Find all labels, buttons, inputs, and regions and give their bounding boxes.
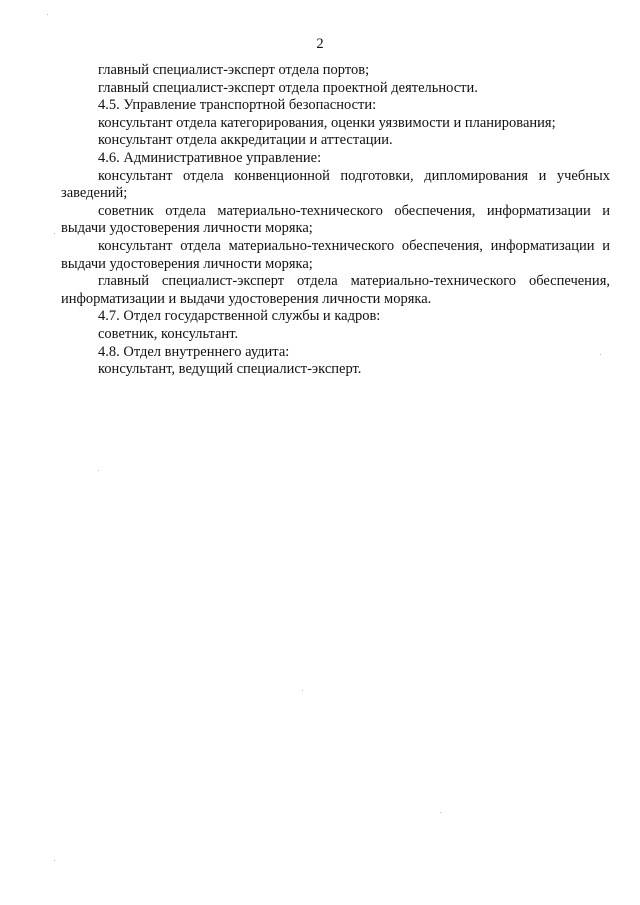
document-body bbox=[61, 62, 610, 379]
paragraph: советник отдела материально-технического обеспечения, информатизации и выдачи удостоверения личности моряка; bbox=[61, 202, 610, 237]
paragraph: консультант отдела категорирования, оценки уязвимости и планирования; bbox=[98, 114, 556, 131]
scan-speck bbox=[440, 812, 441, 813]
scan-speck bbox=[98, 470, 99, 471]
page-number: 2 bbox=[316, 36, 324, 52]
scan-speck bbox=[54, 860, 55, 861]
section-heading: 4.6. Административное управление: bbox=[98, 149, 322, 166]
section-heading: 4.8. Отдел внутреннего аудита: bbox=[98, 343, 290, 360]
paragraph: консультант отдела аккредитации и аттестации. bbox=[98, 132, 393, 149]
section-heading: 4.7. Отдел государственной службы и кадров: bbox=[98, 308, 381, 325]
scan-speck bbox=[54, 233, 55, 234]
scan-speck bbox=[47, 14, 48, 15]
section-heading: 4.5. Управление транспортной безопасности: bbox=[98, 97, 377, 114]
paragraph: советник, консультант. bbox=[98, 325, 239, 342]
paragraph: главный специалист-эксперт отдела проектной деятельности. bbox=[98, 79, 478, 96]
paragraph: консультант отдела материально-технического обеспечения, информатизации и выдачи удостоверения личности моряка; bbox=[61, 237, 610, 272]
paragraph: главный специалист-эксперт отдела портов; bbox=[98, 62, 370, 78]
paragraph: главный специалист-эксперт отдела материально-технического обеспечения, информатизации и выдачи удостоверения личности моряка. bbox=[61, 273, 610, 307]
paragraph: консультант, ведущий специалист-эксперт. bbox=[98, 361, 362, 378]
scan-speck bbox=[600, 354, 601, 355]
scan-speck bbox=[302, 690, 303, 691]
paragraph: консультант отдела конвенционной подготовки, дипломирования и учебных заведений; bbox=[61, 167, 610, 202]
